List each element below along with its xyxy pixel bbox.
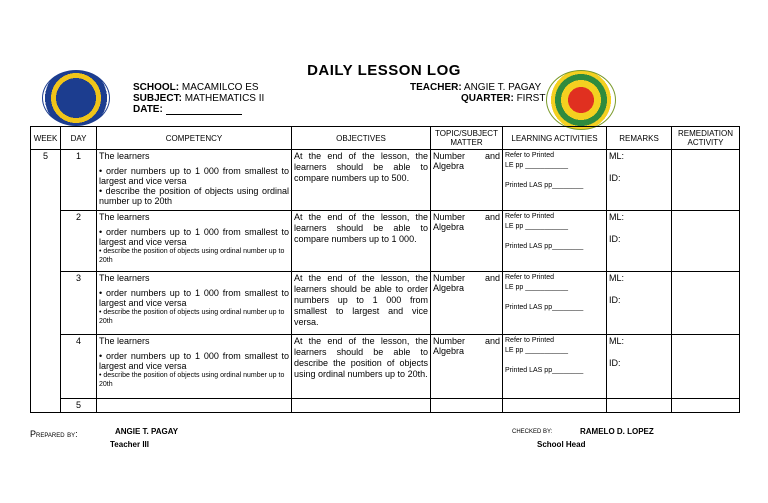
column-header: WEEK [31,127,61,150]
subject-label: SUBJECT: [133,93,182,104]
week-cell: 5 [31,150,61,413]
objective-cell: At the end of the lesson, the learners should be able to describe the position of objects using ordinal numbers up to 20th. [292,335,431,399]
competency-item: • order numbers up to 1 000 from smallest to largest and vice versa [99,288,289,308]
competency-item: • order numbers up to 1 000 from smallest to largest and vice versa [99,351,289,371]
table-row [31,272,740,335]
remarks-ml: ML: [609,212,625,222]
objective-cell: At the end of the lesson, the learners should be able to compare numbers up to 1 000. [292,211,431,272]
activities-cell [503,399,607,413]
topic-text: Algebra [433,346,465,356]
topic-text: Number [433,273,466,283]
competency-cell [97,150,292,211]
table-row [31,150,740,211]
subject-value: MATHEMATICS II [184,93,265,104]
checked-by-name: RAMELO D. LOPEZ [580,427,654,436]
day-cell: 4 [61,335,97,399]
activity-line: Printed LAS pp________ [505,182,584,189]
remediation-cell [672,335,740,399]
activity-line: Printed LAS pp________ [505,243,584,250]
topic-text: Number [433,151,466,161]
checked-by-label: CHECKED BY: [512,429,553,435]
competency-item: • describe the position of objects using ordinal number up to 20th [99,248,285,264]
competency-title: The learners [99,151,150,161]
competency-item: • describe the position of objects using ordinal number up to 20th [99,186,289,206]
teacher-label: TEACHER: [410,82,462,93]
topic-cell [431,150,503,211]
competency-item: • order numbers up to 1 000 from smallest to largest and vice versa [99,166,289,186]
remediation-cell [672,150,740,211]
school-logo-icon [546,70,616,130]
column-header: REMARKS [607,127,672,150]
activity-line: Refer to Printed [505,274,555,281]
topic-cell [431,399,503,413]
remarks-ml: ML: [609,273,625,283]
topic-text: and [484,336,500,346]
activity-line: Refer to Printed [505,152,555,159]
remarks-ml: ML: [609,336,625,346]
activity-line: Refer to Printed [505,213,555,220]
date-field [133,104,242,115]
school-value: MACAMILCO ES [181,82,259,93]
topic-text: Number [433,212,466,222]
activities-cell [503,272,607,335]
remarks-cell [607,150,672,211]
page-title: DAILY LESSON LOG [307,62,461,79]
day-cell: 2 [61,211,97,272]
competency-title: The learners [99,273,150,283]
topic-cell [431,272,503,335]
competency-title: The learners [99,336,150,346]
table-row [31,211,740,272]
quarter-label: QUARTER: [461,93,514,104]
remediation-cell [672,272,740,335]
competency-cell [97,211,292,272]
topic-text: Algebra [433,222,465,232]
remediation-cell [672,211,740,272]
column-header: TOPIC/SUBJECT MATTER [431,127,503,150]
competency-item: • describe the position of objects using ordinal number up to 20th [99,372,285,388]
remediation-cell [672,399,740,413]
remarks-id: ID: [609,358,621,368]
date-label: DATE: [133,104,163,115]
table-header-row [31,127,740,150]
objective-cell: At the end of the lesson, the learners should be able to order numbers up to 1 000 from smallest to largest and vice versa. [292,272,431,335]
school-label: SCHOOL: [133,82,180,93]
activities-cell [503,335,607,399]
activity-line: Refer to Printed [505,337,555,344]
objective-cell: At the end of the lesson, the learners should be able to compare numbers up to 500. [292,150,431,211]
subject-field [133,93,264,104]
day-cell: 1 [61,150,97,211]
remarks-ml: ML: [609,151,625,161]
column-header: COMPETENCY [97,127,292,150]
topic-text: and [484,151,500,161]
topic-text: Algebra [433,161,465,171]
competency-item: • order numbers up to 1 000 from smallest to largest and vice versa [99,227,289,247]
column-header: DAY [61,127,97,150]
remarks-cell [607,335,672,399]
competency-item: • describe the position of objects using ordinal number up to 20th [99,309,285,325]
activity-line: LE pp ___________ [505,162,569,169]
topic-cell [431,211,503,272]
activity-line: LE pp ___________ [505,284,569,291]
remarks-cell [607,399,672,413]
day-cell: 3 [61,272,97,335]
checked-by-title: School Head [537,440,586,449]
teacher-value: ANGIE T. PAGAY [463,82,542,93]
activity-line: Printed LAS pp________ [505,367,584,374]
remarks-id: ID: [609,234,621,244]
competency-title: The learners [99,212,150,222]
school-field [133,82,259,93]
activities-cell [503,211,607,272]
topic-cell [431,335,503,399]
activities-cell [503,150,607,211]
activity-line: Printed LAS pp________ [505,304,584,311]
deped-seal-icon [42,70,110,126]
date-blank [166,105,242,115]
objective-cell [292,399,431,413]
table-row [31,335,740,399]
day-cell: 5 [61,399,97,413]
quarter-value: FIRST [516,93,546,104]
competency-cell [97,272,292,335]
competency-cell [97,399,292,413]
prepared-by-title: Teacher III [110,440,149,449]
column-header: OBJECTIVES [292,127,431,150]
topic-text: and [484,273,500,283]
remarks-cell [607,272,672,335]
column-header: LEARNING ACTIVITIES [503,127,607,150]
activity-line: LE pp ___________ [505,223,569,230]
table-row [31,399,740,413]
topic-text: Algebra [433,283,465,293]
quarter-field [461,93,545,104]
competency-cell [97,335,292,399]
prepared-by-name: ANGIE T. PAGAY [115,427,179,436]
topic-text: Number [433,336,466,346]
activity-line: LE pp ___________ [505,347,569,354]
lesson-log-table [30,126,740,413]
prepared-by-label: Prepared by: [30,429,78,439]
teacher-field [410,82,541,93]
column-header: REMEDIATION ACTIVITY [672,127,740,150]
remarks-id: ID: [609,295,621,305]
remarks-cell [607,211,672,272]
topic-text: and [484,212,500,222]
remarks-id: ID: [609,173,621,183]
